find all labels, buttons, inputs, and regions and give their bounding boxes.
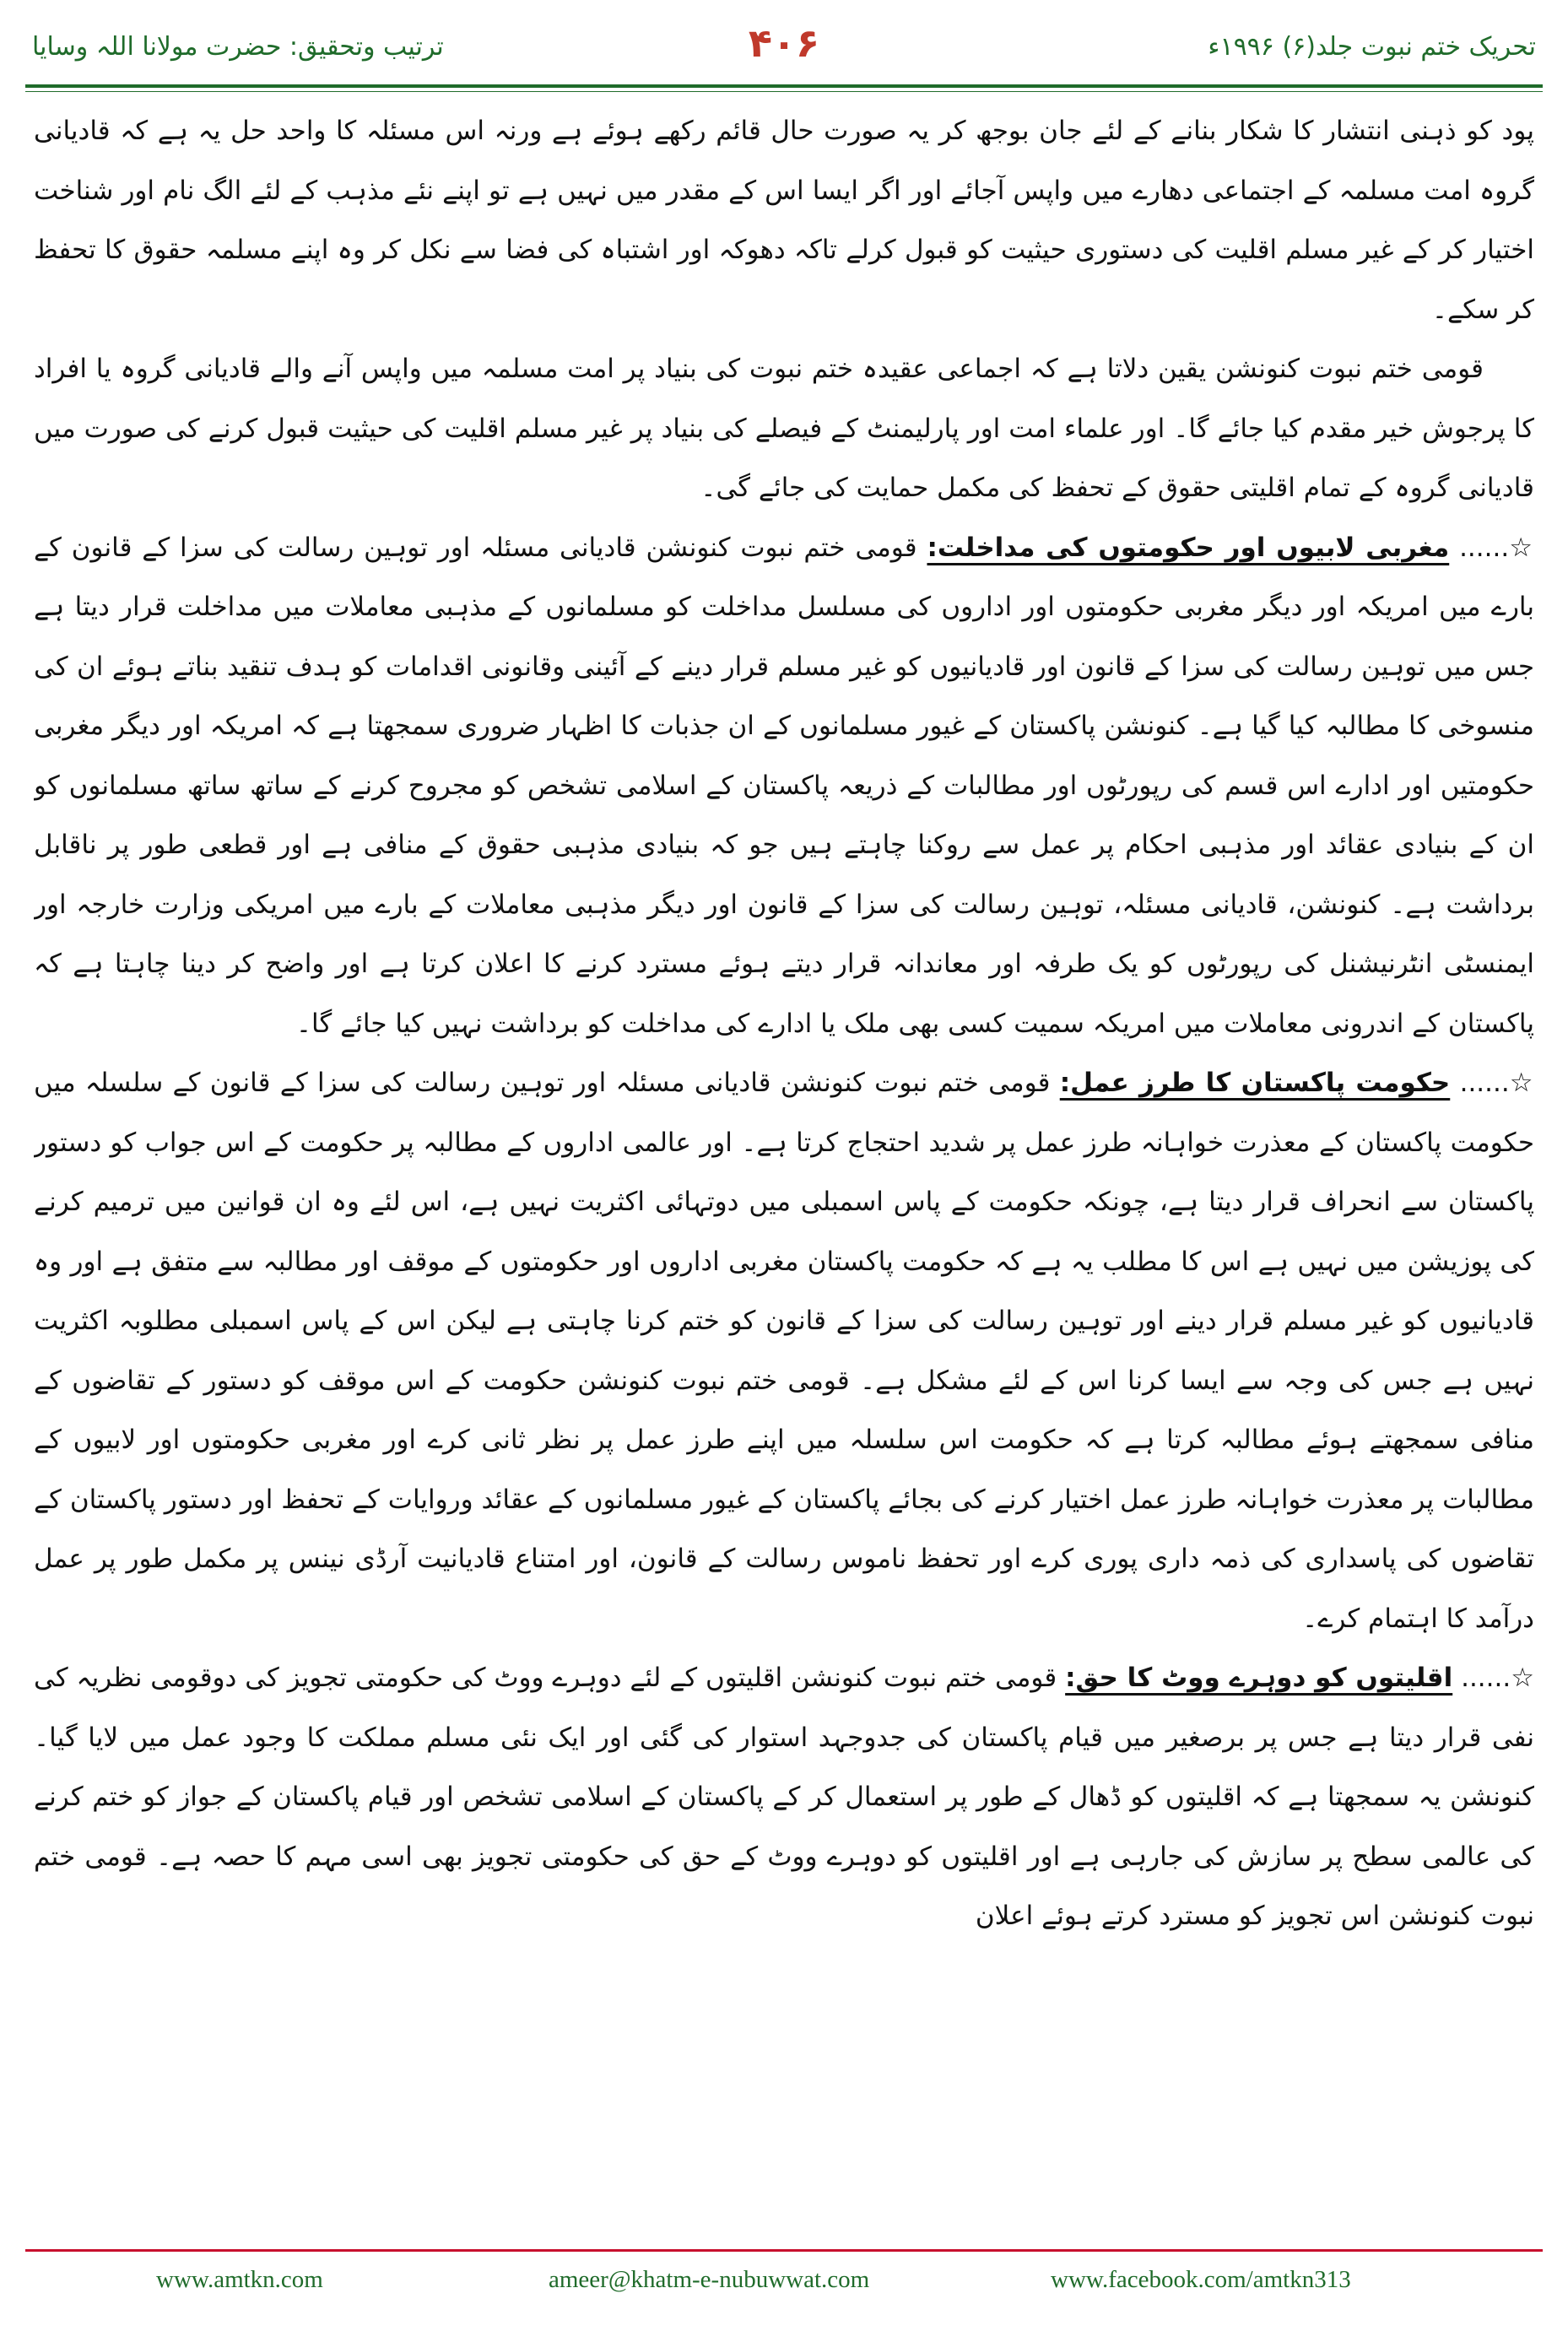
footer-rule	[25, 2249, 1543, 2252]
website-link[interactable]: www.amtkn.com	[156, 2266, 323, 2293]
section-title: مغربی لابیوں اور حکومتوں کی مداخلت:	[927, 532, 1450, 563]
section-government-conduct	[34, 1053, 1534, 1648]
section-title: اقلیتوں کو دوہرے ووٹ کا حق:	[1065, 1663, 1453, 1693]
star-icon: ☆	[1509, 532, 1534, 563]
page-footer	[0, 2266, 1568, 2308]
section-western-lobbies	[34, 518, 1534, 1054]
star-icon: ☆	[1509, 1068, 1534, 1098]
paragraph-2: قومی ختم نبوت کنونشن یقین دلاتا ہے کہ اجماعی عقیدہ ختم نبوت کی بنیاد پر امت مسلمہ میں واپس آنے والے قادیانی گروہ یا افراد کا پرجوش خیر مقدم کیا جائے گا۔ اور علماء امت اور پارلیمنٹ کے فیصلے کی بنیاد پر غیر مسلم اقلیت کی حیثیت قبول کرنے کی صورت میں قادیانی گروہ کے تمام اقلیتی حقوق کے تحفظ کی مکمل حمایت کی جائے گی۔	[34, 354, 1534, 503]
facebook-link[interactable]: www.facebook.com/amtkn313	[1051, 2266, 1351, 2293]
leader-dots: ......	[1459, 532, 1510, 563]
star-icon: ☆	[1511, 1663, 1534, 1693]
header-rule	[25, 84, 1543, 88]
section-text: قومی ختم نبوت کنونشن قادیانی مسئلہ اور توہین رسالت کی سزا کے قانون کے بارے میں امریکہ اور دیگر مغربی حکومتوں اور اداروں کی مسلسل مداخلت کو مسلمانوں کے مذہبی معاملات میں مداخلت قرار دیتا ہے جس میں توہین رسالت کی سزا کے قانون اور قادیانیوں کو غیر مسلم قرار دینے کے آئینی وقانونی اقدامات کو ہدف تنقید بناتے ہوئے ان کی منسوخی کا مطالبہ کیا گیا ہے۔ کنونشن پاکستان کے غیور مسلمانوں کے ان جذبات کا اظہار ضروری سمجھتا ہے کہ امریکہ اور دیگر مغربی حکومتیں اور ادارے اس قسم کی رپورٹوں اور مطالبات کے ذریعہ پاکستان کے اسلامی تشخص کو مجروح کرنے کے ساتھ ساتھ مسلمانوں کو ان کے بنیادی عقائد اور مذہبی احکام پر عمل سے روکنا چاہتے ہیں جو کہ بنیادی مذہبی حقوق کے منافی ہے اور قطعی طور پر ناقابل برداشت ہے۔ کنونشن، قادیانی مسئلہ، توہین رسالت کی سزا کے قانون اور دیگر مذہبی معاملات کے بارے میں امریکی وزارت خارجہ اور ایمنسٹی انٹرنیشنل کی رپورٹوں کو یک طرفہ اور معاندانہ قرار دیتے ہوئے مسترد کرنے کا اعلان کرتا ہے اور واضح کر دینا چاہتا ہے کہ پاکستان کے اندرونی معاملات میں امریکہ سمیت کسی بھی ملک یا ادارے کی مداخلت کو برداشت نہیں کیا جائے گا۔	[34, 532, 1534, 1039]
leader-dots: ......	[1461, 1663, 1511, 1693]
section-minorities-dual-vote	[34, 1648, 1534, 1946]
leader-dots: ......	[1459, 1068, 1510, 1098]
header-book-title: تحریک ختم نبوت جلد(۶) ۱۹۹۶ء	[1208, 32, 1536, 62]
email-link[interactable]: ameer@khatm-e-nubuwwat.com	[549, 2266, 870, 2293]
section-title: حکومت پاکستان کا طرز عمل:	[1059, 1068, 1451, 1098]
header-compiler: ترتیب وتحقیق: حضرت مولانا اللہ وسایا	[32, 32, 444, 62]
header-rule-thin	[25, 91, 1543, 92]
paragraph-1: پود کو ذہنی انتشار کا شکار بنانے کے لئے جان بوجھ کر یہ صورت حال قائم رکھے ہوئے ہے ورنہ اس مسئلہ کا واحد حل یہ ہے کہ قادیانی گروہ امت مسلمہ کے اجتماعی دھارے میں واپس آجائے اور اگر ایسا اس کے مقدر میں نہیں ہے تو اپنے نئے مذہب کے لئے الگ نام اور شناخت اختیار کر کے غیر مسلم اقلیت کی دستوری حیثیت کو قبول کرلے تاکہ دھوکہ اور اشتباہ کی فضا سے نکل کر وہ اپنے مسلمہ حقوق کا تحفظ کر سکے۔	[34, 116, 1534, 325]
section-text: قومی ختم نبوت کنونشن اقلیتوں کے لئے دوہرے ووٹ کی حکومتی تجویز کی دوقومی نظریہ کی نفی قرار دیتا ہے جس پر برصغیر میں قیام پاکستان کی جدوجہد استوار کی گئی اور ایک نئی مسلم مملکت کا وجود عمل میں لایا گیا۔ کنونشن یہ سمجھتا ہے کہ اقلیتوں کو ڈھال کے طور پر استعمال کر کے پاکستان کے اسلامی تشخص اور قیام پاکستان کے جواز کو ختم کرنے کی عالمی سطح پر سازش کی جارہی ہے اور اقلیتوں کو دوہرے ووٹ کے حق کی حکومتی تجویز بھی اسی مہم کا حصہ ہے۔ قومی ختم نبوت کنونشن اس تجویز کو مسترد کرتے ہوئے اعلان	[34, 1663, 1534, 1931]
page-body	[34, 101, 1534, 2237]
section-text: قومی ختم نبوت کنونشن قادیانی مسئلہ اور توہین رسالت کی سزا کے قانون کے سلسلہ میں حکومت پاکستان کے معذرت خواہانہ طرز عمل پر شدید احتجاج کرتا ہے۔ اور عالمی اداروں کے مطالبہ پر حکومت کے اس جواب کو دستور پاکستان سے انحراف قرار دیتا ہے، چونکہ حکومت کے پاس اسمبلی میں دوتہائی اکثریت نہیں ہے، اس لئے وہ ان قوانین میں ترمیم کرنے کی پوزیشن میں نہیں ہے اس کا مطلب یہ ہے کہ حکومت پاکستان مغربی اداروں اور حکومتوں کے موقف اور مطالبہ سے متفق ہے اور وہ قادیانیوں کو غیر مسلم قرار دینے اور توہین رسالت کی سزا کے قانون کو ختم کرنا چاہتی ہے لیکن اس کے پاس اسمبلی مطلوبہ اکثریت نہیں ہے جس کی وجہ سے ایسا کرنا اس کے لئے مشکل ہے۔ قومی ختم نبوت کنونشن حکومت کے اس موقف کو دستور کے تقاضوں کے منافی سمجھتے ہوئے مطالبہ کرتا ہے کہ حکومت اس سلسلہ میں اپنے طرز عمل پر نظر ثانی کرے اور مغربی حکومتوں اور لابیوں کے مطالبات پر معذرت خواہانہ طرز عمل اختیار کرنے کی بجائے پاکستان کے غیور مسلمانوں کے عقائد وروایات کے تحفظ اور دستور پاکستان کے تقاضوں کی پاسداری کی ذمہ داری پوری کرے اور تحفظ ناموس رسالت کے قانون، اور امتناع قادیانیت آرڈی نینس پر مکمل طور پر عمل درآمد کا اہتمام کرے۔	[34, 1068, 1534, 1634]
page-header	[0, 0, 1568, 93]
page-number: ۴۰۶	[748, 20, 820, 66]
